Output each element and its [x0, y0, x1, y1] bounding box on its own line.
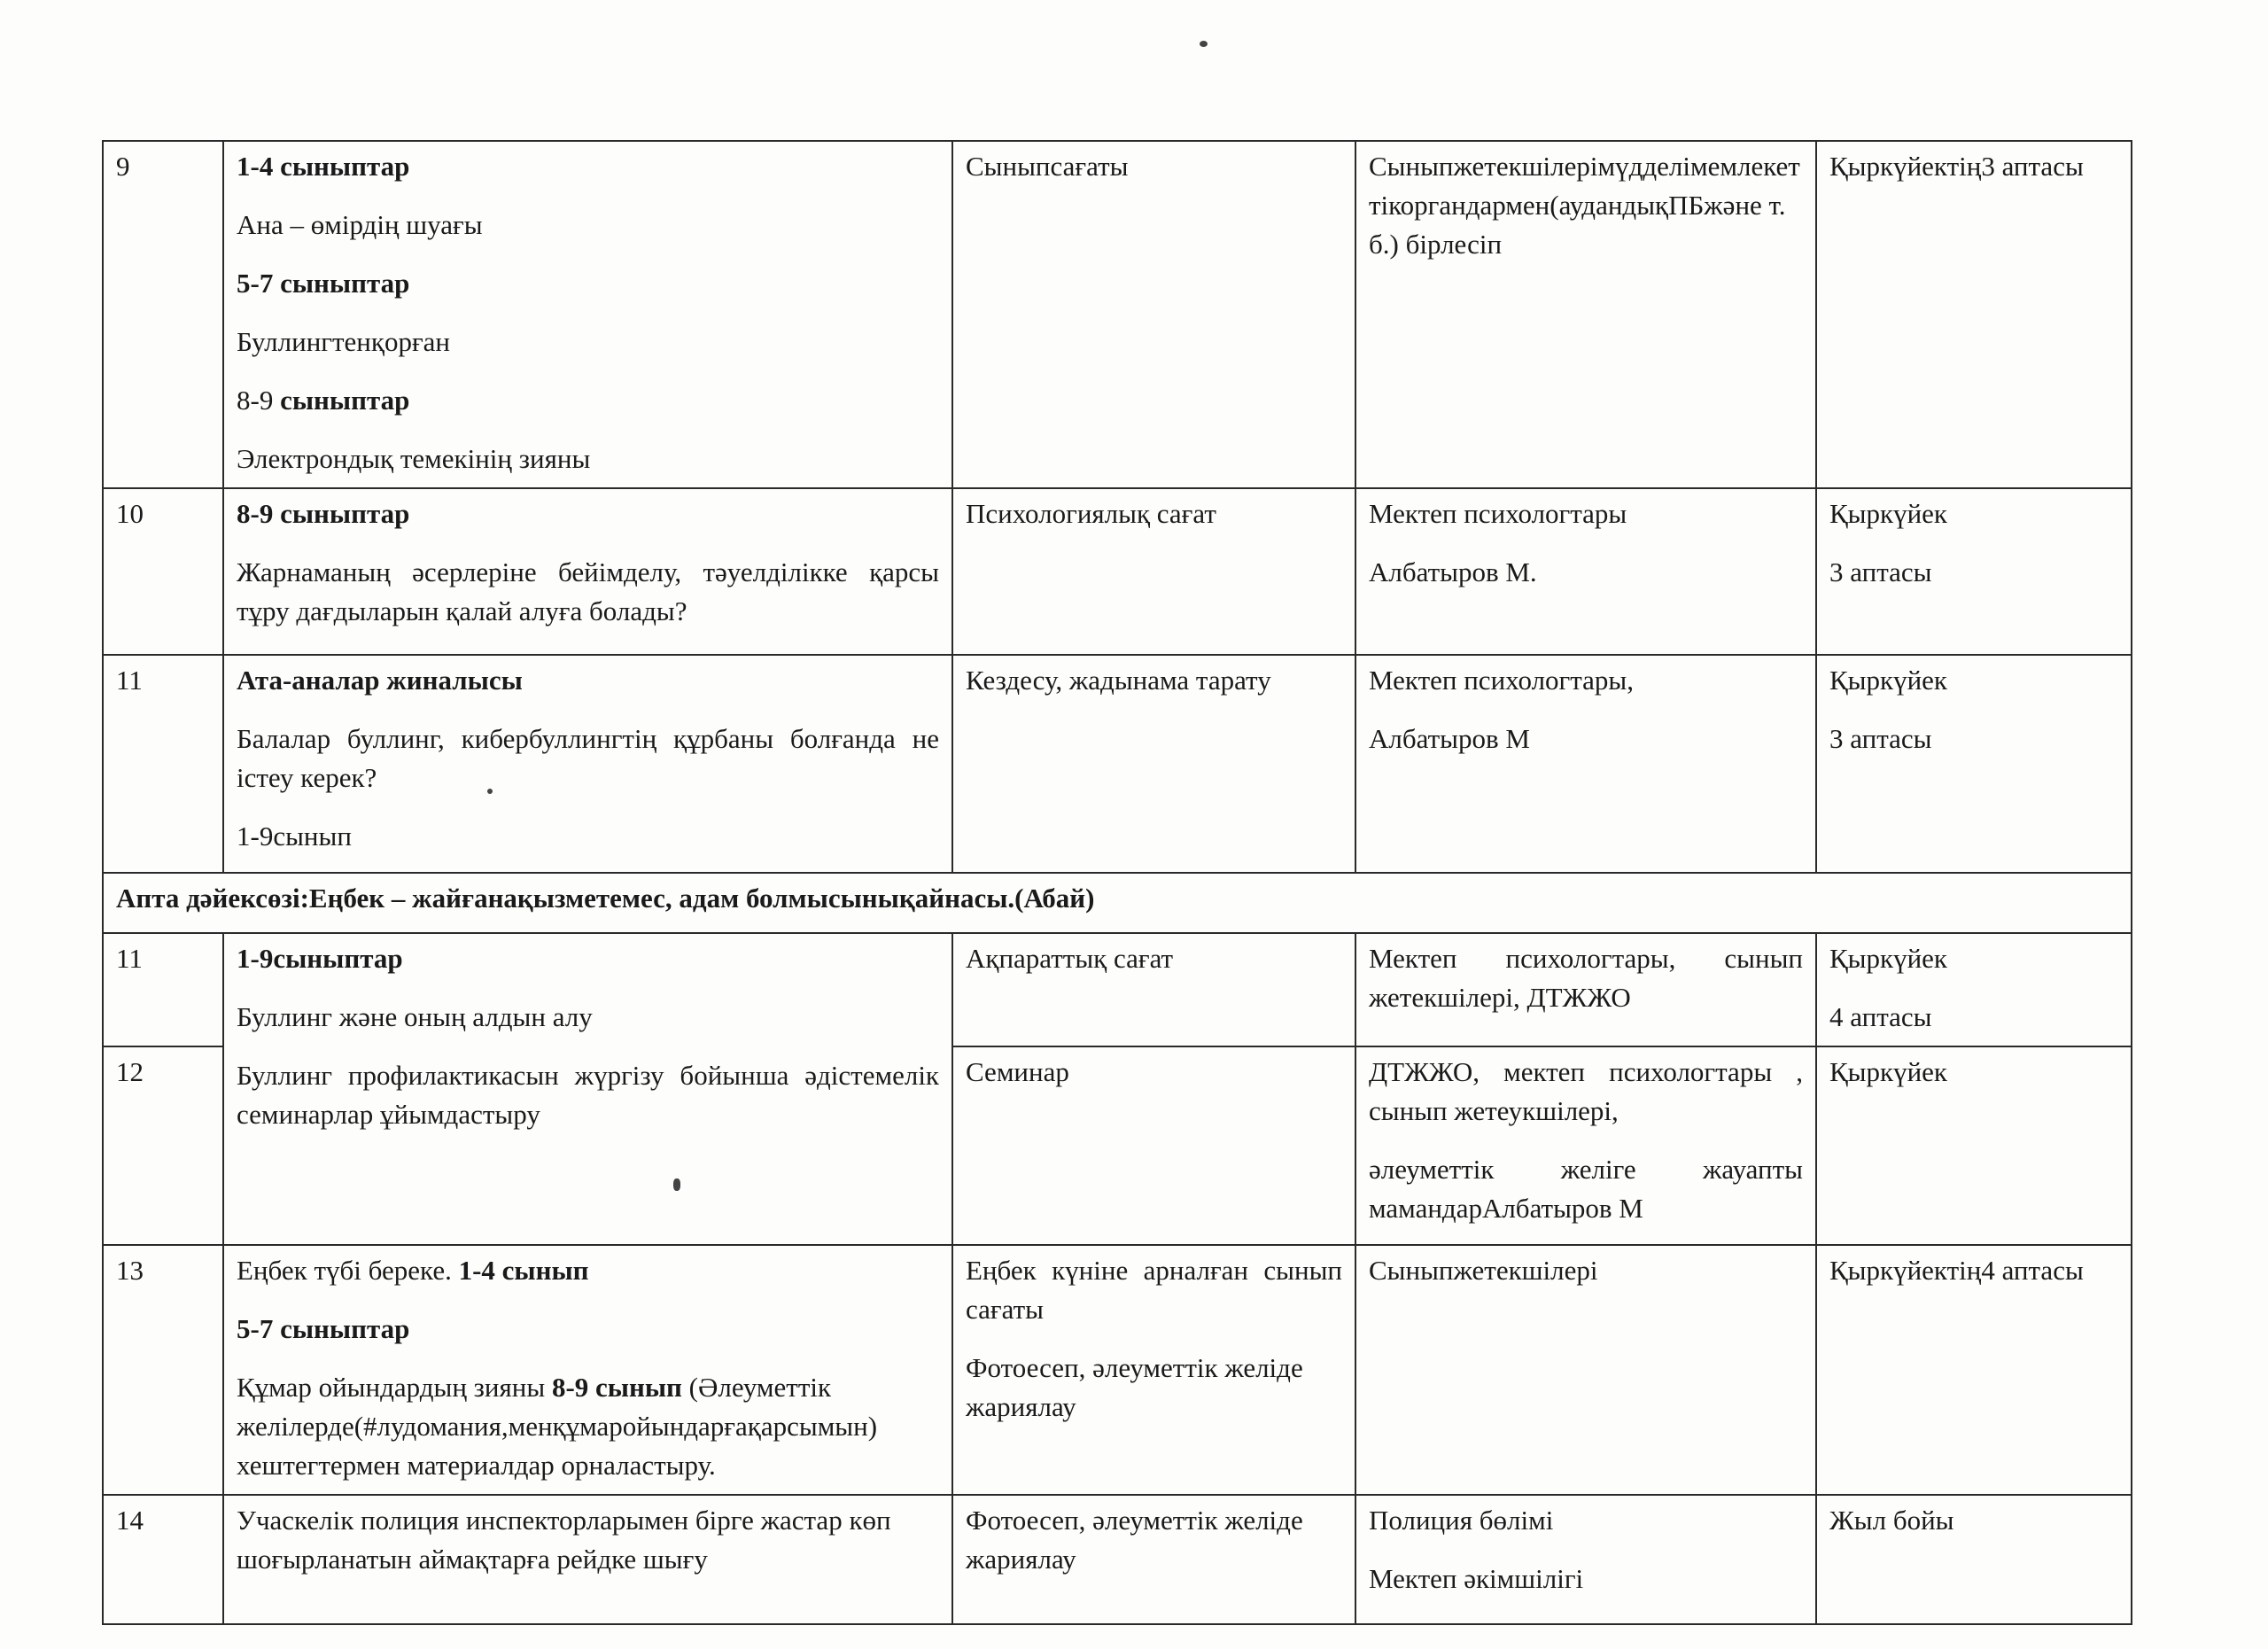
- row-number: 9: [103, 141, 223, 488]
- event-cell: [223, 655, 952, 873]
- responsible-line: Мектеп психологтары: [1369, 498, 1627, 529]
- responsible-cell: [1355, 488, 1816, 655]
- scan-speck: [1200, 41, 1208, 47]
- form-cell: [952, 1245, 1355, 1495]
- time-cell: [1816, 655, 2132, 873]
- form-cell: Семинар: [952, 1046, 1355, 1245]
- time-line: Қыркүйек: [1829, 498, 1947, 529]
- form-cell: Кездесу, жадынама тарату: [952, 655, 1355, 873]
- time-cell: Қыркүйектің3 аптасы: [1816, 141, 2132, 488]
- grade-group: 8-9 сыныптар: [237, 498, 410, 529]
- event-cell: [223, 1245, 952, 1495]
- grade-group: 1-4 сынып: [458, 1255, 589, 1286]
- form-line: Фотоесеп, әлеуметтік желіде жариялау: [966, 1352, 1303, 1422]
- time-line: Қыркүйек: [1829, 665, 1947, 696]
- weekly-quote-row: [103, 873, 2132, 933]
- grade-group: 5-7 сыныптар: [237, 268, 410, 299]
- row-number: 12: [103, 1046, 223, 1245]
- responsible-line: Албатыров М.: [1369, 556, 1537, 587]
- event-cell: Учаскелік полиция инспекторларымен бірге жастар көп шоғырланатын аймақтарға рейдке шығу: [223, 1495, 952, 1624]
- topic-text: (Әлеуметтік желілерде(#лудомания,менқұмаройындарғақарсымын) хештегтермен материалдар орналастыру.: [237, 1372, 878, 1481]
- topic-text: Электрондық темекінің зияны: [237, 443, 591, 474]
- topic-text: Ана – өмірдің шуағы: [237, 209, 483, 240]
- grade-group: 1-9сыныптар: [237, 943, 403, 974]
- responsible-line: Мектеп әкімшілігі: [1369, 1563, 1584, 1594]
- topic-text: Балалар буллинг, кибербуллингтің құрбаны болғанда не істеу керек?: [237, 723, 939, 793]
- responsible-cell: [1355, 655, 1816, 873]
- form-cell: Ақпараттық сағат: [952, 933, 1355, 1046]
- responsible-cell: Сыныпжетекшілері: [1355, 1245, 1816, 1495]
- time-line: 3 аптасы: [1829, 723, 1932, 754]
- topic-line: [237, 1368, 939, 1485]
- topic-text: Буллингтенқорған: [237, 326, 451, 357]
- table-row: [103, 488, 2132, 655]
- topic-text: Буллинг және оның алдын алу: [237, 1001, 593, 1032]
- responsible-line: Полиция бөлімі: [1369, 1505, 1554, 1536]
- event-cell: [223, 141, 952, 488]
- row-number: 13: [103, 1245, 223, 1495]
- form-cell: Сыныпсағаты: [952, 141, 1355, 488]
- time-cell: [1816, 933, 2132, 1046]
- topic-text: Еңбек түбі береке.: [237, 1255, 459, 1286]
- weekly-quote: Апта дәйексөзі:Еңбек – жайғанақызметемес, адам болмысынықайнасы.(Абай): [103, 873, 2132, 933]
- responsible-line: Албатыров М: [1369, 723, 1530, 754]
- responsible-line: әлеуметтік желіге жауапты мамандарАлбатыров М: [1369, 1154, 1803, 1224]
- responsible-line: ДТЖЖО, мектеп психологтары , сынып жетеукшілері,: [1369, 1056, 1803, 1126]
- table-row: [103, 1495, 2132, 1624]
- time-cell: Қыркүйектің4 аптасы: [1816, 1245, 2132, 1495]
- row-number: 11: [103, 933, 223, 1046]
- table-row: [103, 141, 2132, 488]
- time-cell: [1816, 488, 2132, 655]
- topic-line: [237, 1251, 939, 1290]
- responsible-cell: [1355, 1046, 1816, 1245]
- plan-table: [102, 140, 2132, 1625]
- time-line: 4 аптасы: [1829, 1001, 1932, 1032]
- table-row: [103, 655, 2132, 873]
- grade-group: 5-7 сыныптар: [237, 1313, 410, 1344]
- time-line: Қыркүйек: [1829, 943, 1947, 974]
- grade-group: 8-9 сынып: [551, 1372, 682, 1403]
- grade-word: сыныптар: [280, 385, 410, 416]
- row-number: 11: [103, 655, 223, 873]
- topic-text: Құмар ойындардың зияны: [237, 1372, 552, 1403]
- form-cell: Фотоесеп, әлеуметтік желіде жариялау: [952, 1495, 1355, 1624]
- responsible-cell: [1355, 1495, 1816, 1624]
- table-row: [103, 1245, 2132, 1495]
- event-cell: [223, 933, 952, 1245]
- topic-text: Жарнаманың әсерлеріне бейімделу, тәуелділікке қарсы тұру дағдыларын қалай алуға болады?: [237, 556, 939, 626]
- time-cell: Жыл бойы: [1816, 1495, 2132, 1624]
- responsible-cell: Сыныпжетекшілерімүдделімемлекеттікоргандармен(аудандықПБжәне т. б.) бірлесіп: [1355, 141, 1816, 488]
- responsible-cell: Мектеп психологтары, сынып жетекшілері, ДТЖЖО: [1355, 933, 1816, 1046]
- form-line: Еңбек күніне арналған сынып сағаты: [966, 1255, 1342, 1325]
- row-number: 10: [103, 488, 223, 655]
- responsible-line: Мектеп психологтары,: [1369, 665, 1635, 696]
- form-cell: Психологиялық сағат: [952, 488, 1355, 655]
- row-number: 14: [103, 1495, 223, 1624]
- grade-group: Ата-аналар жиналысы: [237, 665, 523, 696]
- table-row: [103, 933, 2132, 1046]
- event-cell: [223, 488, 952, 655]
- topic-text: 1-9сынып: [237, 821, 352, 852]
- grade-group: 1-4 сыныптар: [237, 151, 410, 182]
- grade-range: 8-9: [237, 385, 281, 416]
- time-cell: Қыркүйек: [1816, 1046, 2132, 1245]
- grade-group: [237, 381, 939, 420]
- topic-text: Буллинг профилактикасын жүргізу бойынша әдістемелік семинарлар ұйымдастыру: [237, 1060, 939, 1130]
- time-line: 3 аптасы: [1829, 556, 1932, 587]
